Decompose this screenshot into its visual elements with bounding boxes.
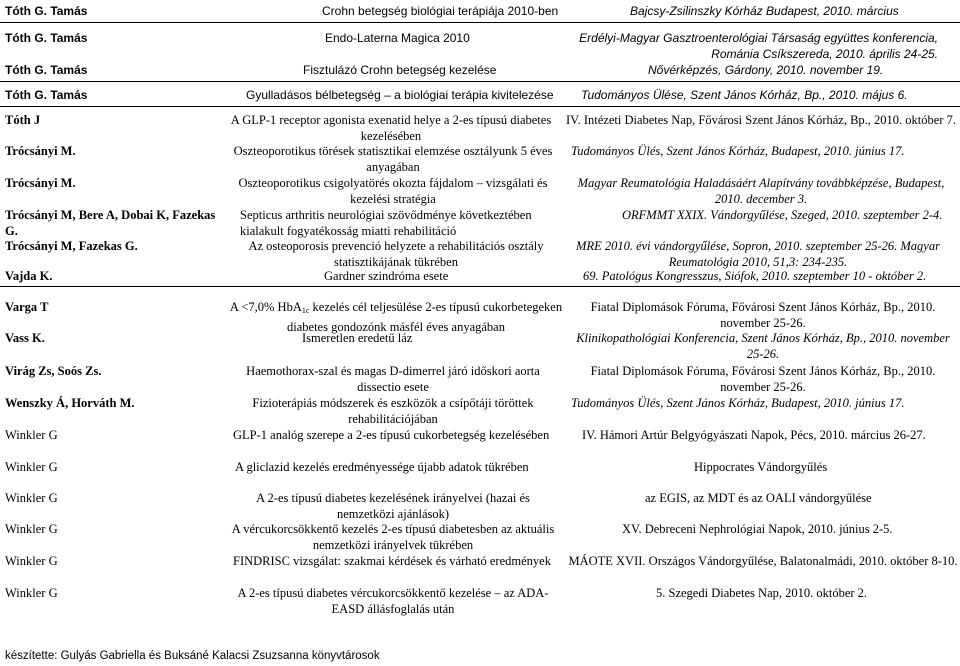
row-2-venue: Nővérképzés, Gárdony, 2010. november 19.	[648, 63, 884, 77]
row-10-title-sub: 1c	[301, 306, 310, 315]
row-7-author: Trócsányi M, Bere A, Dobai K, Fazekas G.	[5, 208, 216, 238]
row-divider	[0, 81, 960, 82]
row-8-author: Trócsányi M, Fazekas G.	[5, 239, 138, 253]
row-13-title: Fizioterápiás módszerek és eszközök a csípőtáji töröttek rehabilitációjában	[252, 396, 534, 426]
row-19-author: Winkler G	[5, 586, 58, 600]
row-19-venue: 5. Szegedi Diabetes Nap, 2010. október 2.	[656, 586, 868, 600]
row-3-title: Gyulladásos bélbetegség – a biológiai terápia kivitelezése	[246, 88, 554, 102]
row-18-author: Winkler G	[5, 554, 58, 568]
row-5-author: Trócsányi M.	[5, 144, 76, 158]
row-6-author: Trócsányi M.	[5, 176, 76, 190]
row-13-author: Wenszky Á, Horváth M.	[5, 396, 135, 410]
row-18-title: FINDRISC vizsgálat: szakmai kérdések és várható eredmények	[233, 554, 551, 568]
row-9-author: Vajda K.	[5, 269, 53, 283]
row-10-venue: Fiatal Diplomások Fóruma, Fővárosi Szent János Kórház, Bp., 2010. november 25-26.	[590, 300, 936, 330]
row-3-venue: Tudományos Ülése, Szent János Kórház, Bp., 2010. május 6.	[581, 88, 908, 102]
row-2-author: Tóth G. Tamás	[5, 63, 88, 77]
row-divider	[0, 106, 960, 107]
row-0-title: Crohn betegség biológiai terápiája 2010-ben	[322, 4, 559, 18]
row-10-title-post: kezelés cél teljesülése 2-es típusú cukorbetegeken diabetes gondozónk másfél éves anyagában	[287, 300, 563, 334]
row-7-venue: ORFMMT XXIX. Vándorgyűlése, Szeged, 2010. szeptember 2-4.	[622, 208, 943, 222]
row-4-title: A GLP-1 receptor agonista exenatid helye a 2-es típusú diabetes kezelésében	[230, 113, 552, 143]
row-12-title: Haemothorax-szal és magas D-dimerrel járó időskori aorta dissectio esete	[246, 364, 540, 394]
row-16-venue: az EGIS, az MDT és az OALI vándorgyűlése	[645, 491, 872, 505]
row-8-title: Az osteoporosis prevenció helyzete a rehabilitációs osztály statisztikájának tükrében	[248, 239, 544, 269]
row-17-venue: XV. Debreceni Nephrológiai Napok, 2010. június 2-5.	[622, 522, 893, 536]
row-16-author: Winkler G	[5, 491, 58, 505]
row-16-title: A 2-es típusú diabetes kezelésének irányelvei (hazai és nemzetközi ajánlások)	[256, 491, 530, 521]
row-divider	[0, 286, 960, 287]
row-10-title-pre: A <7,0% HbA	[229, 300, 302, 314]
row-12-venue: Fiatal Diplomások Fóruma, Fővárosi Szent János Kórház, Bp., 2010. november 25-26.	[590, 364, 936, 394]
row-17-title: A vércukorcsökkentő kezelés 2-es típusú diabetesben az aktuális nemzetközi irányelvek tükrében	[231, 522, 555, 552]
row-14-venue: IV. Hámori Artúr Belgyógyászati Napok, Pécs, 2010. március 26-27.	[582, 428, 926, 442]
row-divider	[0, 22, 960, 23]
row-9-title: Gardner szindróma esete	[324, 269, 449, 283]
row-18-venue: MÁOTE XVII. Országos Vándorgyűlése, Balatonalmádi, 2010. október 8-10.	[568, 554, 958, 568]
row-0-author: Tóth G. Tamás	[5, 4, 88, 18]
row-14-title: GLP-1 analóg szerepe a 2-es típusú cukorbetegség kezelésében	[233, 428, 550, 442]
row-1-venue: Erdélyi-Magyar Gasztroenterológiai Társaság együttes konferencia, Románia Csíkszereda, 2010. április 24-25.	[579, 31, 938, 61]
row-1-title: Endo-Laterna Magica 2010	[325, 31, 470, 45]
row-17-author: Winkler G	[5, 522, 58, 536]
row-11-title: Ismeretlen eredetű láz	[302, 331, 413, 345]
row-13-venue: Tudományos Ülés, Szent János Kórház, Budapest, 2010. június 17.	[571, 396, 905, 410]
row-2-title: Fisztulázó Crohn betegség kezelése	[303, 63, 497, 77]
row-11-venue: Klinikopathológiai Konferencia, Szent János Kórház, Bp., 2010. november 25-26.	[576, 331, 950, 361]
row-11-author: Vass K.	[5, 331, 45, 345]
row-5-venue: Tudományos Ülés, Szent János Kórház, Budapest, 2010. június 17.	[571, 144, 905, 158]
row-19-title: A 2-es típusú diabetes vércukorcsökkentő kezelése – az ADA-EASD állásfoglalás után	[237, 586, 549, 616]
row-14-author: Winkler G	[5, 428, 58, 442]
row-4-venue: IV. Intézeti Diabetes Nap, Fővárosi Szent János Kórház, Bp., 2010. október 7.	[566, 113, 956, 127]
row-5-title: Oszteoporotikus törések statisztikai elemzése osztályunk 5 éves anyagában	[233, 144, 553, 174]
row-15-venue: Hippocrates Vándorgyűlés	[694, 460, 828, 474]
row-0-venue: Bajcsy-Zsilinszky Kórház Budapest, 2010. március	[630, 4, 899, 18]
row-6-venue: Magyar Reumatológia Haladásáért Alapítvány továbbképzése, Budapest, 2010. december 3.	[577, 176, 945, 206]
row-12-author: Virág Zs, Soós Zs.	[5, 364, 102, 378]
row-7-title: Septicus arthritis neurológiai szövődménye következtében kialakult fogyatékosság miatti rehabilitáció	[240, 208, 532, 238]
row-3-author: Tóth G. Tamás	[5, 88, 88, 102]
row-15-title: A gliclazid kezelés eredményessége újabb adatok tükrében	[235, 460, 529, 474]
row-10-author: Varga T	[5, 300, 49, 314]
footer-credit: készítette: Gulyás Gabriella és Buksáné Kalacsi Zsuzsanna könyvtárosok	[5, 650, 380, 662]
row-15-author: Winkler G	[5, 460, 58, 474]
row-9-venue: 69. Patológus Kongresszus, Siófok, 2010. szeptember 10 - október 2.	[583, 269, 927, 283]
row-1-author: Tóth G. Tamás	[5, 31, 88, 45]
row-8-venue: MRE 2010. évi vándorgyűlése, Sopron, 2010. szeptember 25-26. Magyar Reumatológia 2010, 51,3: 234-235.	[576, 239, 940, 269]
row-6-title: Oszteoporotikus csigolyatörés okozta fájdalom – vizsgálati és kezelési stratégia	[238, 176, 548, 206]
row-4-author: Tóth J	[5, 113, 41, 127]
